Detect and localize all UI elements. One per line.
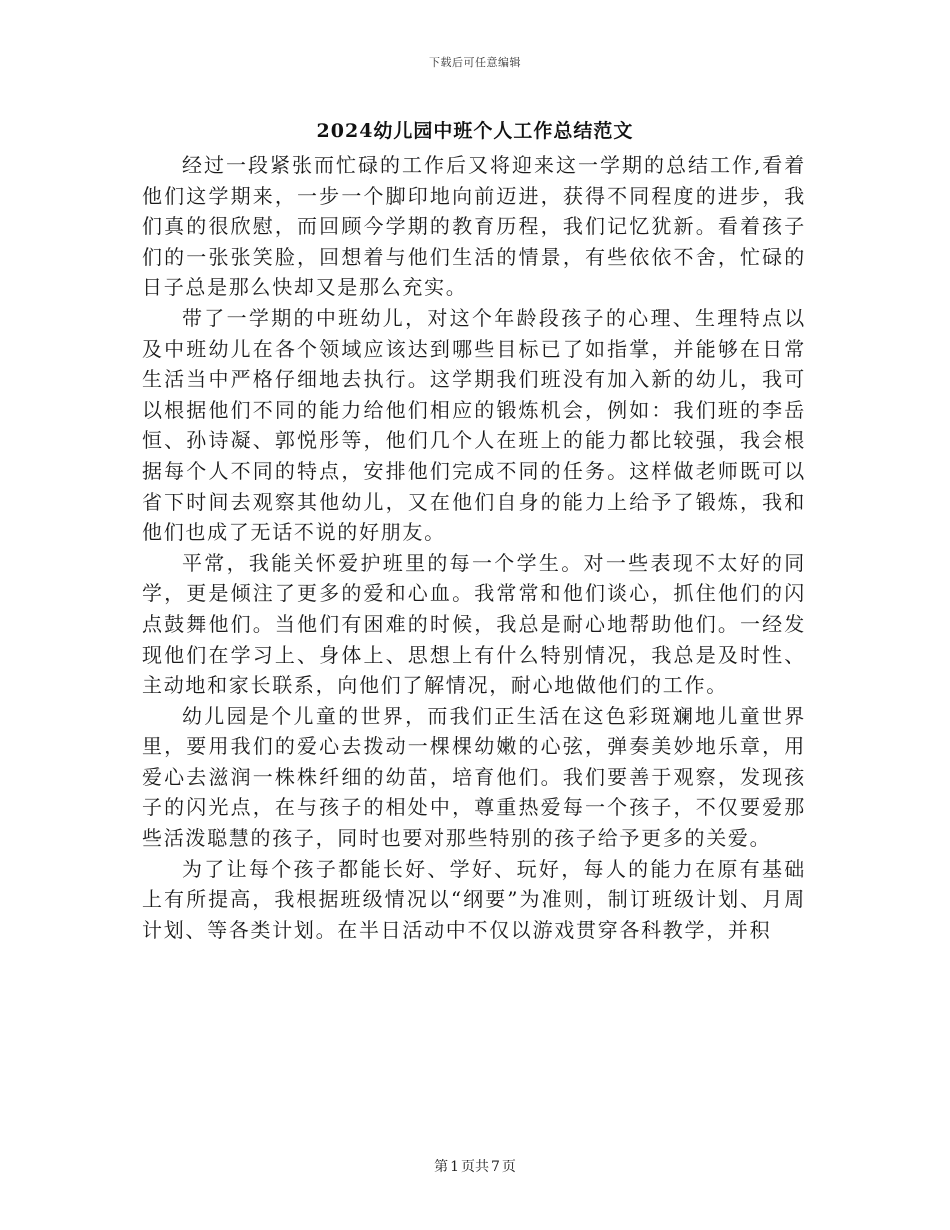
current-page-number: 1 (450, 1159, 459, 1175)
footer-middle: 页共 (461, 1159, 489, 1175)
footer-suffix: 页 (501, 1159, 516, 1175)
paragraph: 为了让每个孩子都能长好、学好、玩好，每人的能力在原有基础上有所提高，我根据班级情况以“纲要”为准则，制订班级计划、月周计划、等各类计划。在半日活动中不仅以游戏贯穿各科教学，并积 (142, 856, 806, 942)
page-footer (0, 1156, 950, 1176)
header-note: 下载后可任意编辑 (429, 56, 521, 69)
document-title: 2024幼儿园中班个人工作总结范文 (316, 120, 634, 142)
document-body (142, 150, 806, 945)
paragraph: 幼儿园是个儿童的世界，而我们正生活在这色彩斑斓地儿童世界里，要用我们的爱心去拨动一棵棵幼嫩的心弦，弹奏美妙地乐章，用爱心去滋润一株株纤细的幼苗，培育他们。我们要善于观察，发现孩子的闪光点，在与孩子的相处中，尊重热爱每一个孩子，不仅要爱那些活泼聪慧的孩子，同时也要对那些特别的孩子给予更多的关爱。 (142, 703, 806, 851)
total-pages-number: 7 (491, 1159, 500, 1175)
footer-prefix: 第 (434, 1159, 449, 1175)
paragraph: 经过一段紧张而忙碌的工作后又将迎来这一学期的总结工作,看着他们这学期来，一步一个脚印地向前迈进，获得不同程度的进步，我们真的很欣慰，而回顾今学期的教育历程，我们记忆犹新。看着孩子们的一张张笑脸，回想着与他们生活的情景，有些依依不舍，忙碌的日子总是那么快却又是那么充实。 (142, 153, 806, 300)
paragraph: 带了一学期的中班幼儿，对这个年龄段孩子的心理、生理特点以及中班幼儿在各个领域应该达到哪些目标已了如指掌，并能够在日常生活当中严格仔细地去执行。这学期我们班没有加入新的幼儿，我可以根据他们不同的能力给他们相应的锻炼机会，例如：我们班的李岳恒、孙诗凝、郭悦彤等，他们几个人在班上的能力都比较强，我会根据每个人不同的特点，安排他们完成不同的任务。这样做老师既可以省下时间去观察其他幼儿，又在他们自身的能力上给予了锻炼，我和他们也成了无话不说的好朋友。 (142, 305, 806, 545)
paragraph: 平常，我能关怀爱护班里的每一个学生。对一些表现不太好的同学，更是倾注了更多的爱和心血。我常常和他们谈心，抓住他们的闪点鼓舞他们。当他们有困难的时候，我总是耐心地帮助他们。一经发现他们在学习上、身体上、思想上有什么特别情况，我总是及时性、主动地和家长联系，向他们了解情况，耐心地做他们的工作。 (142, 550, 806, 698)
